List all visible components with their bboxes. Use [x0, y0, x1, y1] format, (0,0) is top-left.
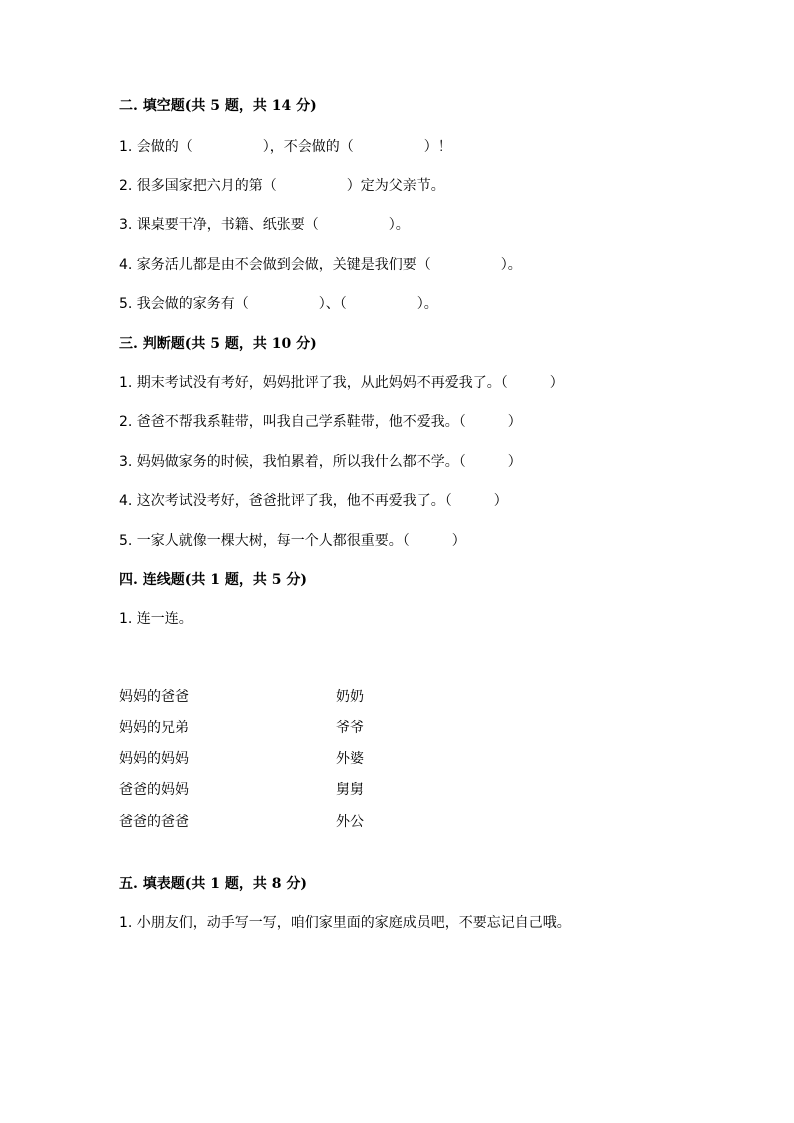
matching-right-item: 外婆 [336, 751, 364, 767]
matching-right-item: 爷爷 [336, 720, 364, 736]
matching-left-item: 妈妈的妈妈 [119, 751, 189, 767]
true-false-question-3: 3. 妈妈做家务的时候，我怕累着，所以我什么都不学。（ ） [119, 454, 522, 470]
section-heading-matching: 四. 连线题(共 1 题，共 5 分) [119, 572, 307, 588]
fill-blank-question-4: 4. 家务活儿都是由不会做到会做，关键是我们要（ ）。 [119, 257, 522, 273]
true-false-question-5: 5. 一家人就像一棵大树，每一个人都很重要。（ ） [119, 533, 466, 549]
matching-prompt: 1. 连一连。 [119, 611, 193, 627]
section-heading-table-fill: 五. 填表题(共 1 题，共 8 分) [119, 876, 307, 892]
matching-left-item: 妈妈的兄弟 [119, 720, 189, 736]
section-heading-true-false: 三. 判断题(共 5 题，共 10 分) [119, 336, 317, 352]
true-false-question-2: 2. 爸爸不帮我系鞋带，叫我自己学系鞋带，他不爱我。（ ） [119, 414, 522, 430]
fill-blank-question-2: 2. 很多国家把六月的第（ ）定为父亲节。 [119, 178, 445, 194]
fill-blank-question-1: 1. 会做的（ ），不会做的（ ）！ [119, 139, 452, 155]
matching-right-item: 奶奶 [336, 689, 364, 705]
matching-left-item: 妈妈的爸爸 [119, 689, 189, 705]
true-false-question-4: 4. 这次考试没考好，爸爸批评了我，他不再爱我了。（ ） [119, 493, 508, 509]
fill-blank-question-3: 3. 课桌要干净，书籍、纸张要（ ）。 [119, 217, 410, 233]
matching-left-item: 爸爸的爸爸 [119, 814, 189, 830]
matching-right-item: 外公 [336, 814, 364, 830]
matching-right-item: 舅舅 [336, 782, 364, 798]
true-false-question-1: 1. 期末考试没有考好，妈妈批评了我，从此妈妈不再爱我了。（ ） [119, 375, 564, 391]
table-fill-prompt: 1. 小朋友们，动手写一写，咱们家里面的家庭成员吧，不要忘记自己哦。 [119, 915, 571, 931]
fill-blank-question-5: 5. 我会做的家务有（ ）、（ ）。 [119, 296, 438, 312]
matching-left-item: 爸爸的妈妈 [119, 782, 189, 798]
section-heading-fill-blank: 二. 填空题(共 5 题，共 14 分) [119, 98, 317, 114]
